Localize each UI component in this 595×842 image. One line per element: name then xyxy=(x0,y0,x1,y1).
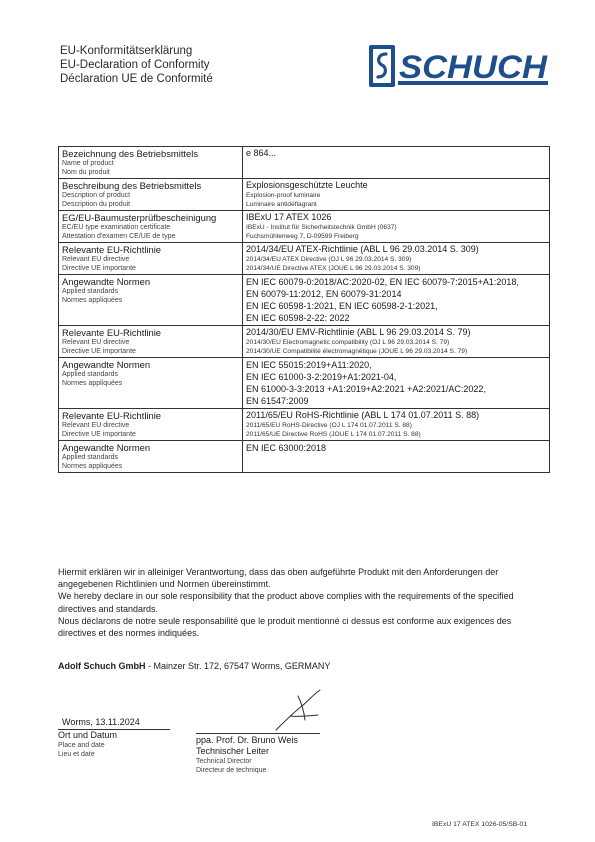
row-value-cell xyxy=(243,409,550,441)
table-row xyxy=(59,147,550,179)
label-german: Relevante EU-Richtlinie xyxy=(62,410,162,421)
label-french: Normes appliquées xyxy=(62,297,123,304)
certificate-number: IBExU 17 ATEX 1026 xyxy=(246,212,332,222)
title-german: EU-Konformitätserklärung xyxy=(60,45,193,57)
directive-value: 2014/30/EU EMV-Richtlinie (ABL L 96 29.03.2014 S. 79) xyxy=(246,327,471,337)
directive-french: 2014/34/UE Directive ATEX (JOUE L 96 29.03.2014 S. 309) xyxy=(246,265,421,272)
label-german: Bezeichnung des Betriebsmittels xyxy=(62,148,199,159)
label-english: Applied standards xyxy=(62,288,119,295)
standard-line: EN IEC 60598-2-22: 2022 xyxy=(246,313,350,323)
signatory-role-french: Directeur de technique xyxy=(196,767,267,774)
row-value-cell xyxy=(243,147,550,179)
company-address: - Mainzer Str. 172, 67547 Worms, GERMANY xyxy=(145,661,331,671)
document-title xyxy=(60,44,213,86)
label-english: Relevant EU directive xyxy=(62,256,130,263)
signatory-role-english: Technical Director xyxy=(196,758,252,765)
standard-line: EN IEC 55015:2019+A11:2020, xyxy=(246,360,372,370)
signature-rule xyxy=(196,733,320,734)
row-label-cell xyxy=(59,358,243,409)
logo-wordmark: SCHUCH xyxy=(399,49,548,85)
standard-line: EN 61547:2009 xyxy=(246,396,309,406)
row-label-cell xyxy=(59,179,243,211)
place-date-label-english: Place and date xyxy=(58,742,105,749)
label-german: Angewandte Normen xyxy=(62,442,151,453)
table-row xyxy=(59,441,550,473)
row-value-cell xyxy=(243,275,550,326)
label-german: Beschreibung des Betriebsmittels xyxy=(62,180,202,191)
declaration-table xyxy=(58,146,550,473)
standard-line: EN IEC 60598-1:2021, EN IEC 60598-2-1:2021, xyxy=(246,301,438,311)
standard-line: EN IEC 61000-3-2:2019+A1:2021-04, xyxy=(246,372,397,382)
label-english: Relevant EU directive xyxy=(62,339,130,346)
signatory-role-german: Technischer Leiter xyxy=(196,746,270,756)
row-label-cell xyxy=(59,211,243,243)
description-english: Explosion-proof luminaire xyxy=(246,192,321,199)
row-label-cell xyxy=(59,275,243,326)
standard-line: EN 61000-3-3:2013 +A1:2019+A2:2021 +A2:2021/AC:2022, xyxy=(246,384,486,394)
label-french: Directive UE importante xyxy=(62,348,136,355)
title-english: EU-Declaration of Conformity xyxy=(60,59,210,71)
label-french: Normes appliquées xyxy=(62,380,123,387)
conformity-statement xyxy=(58,566,548,639)
row-label-cell xyxy=(59,326,243,358)
standard-line: EN IEC 63000:2018 xyxy=(246,443,327,453)
title-french: Déclaration UE de Conformité xyxy=(60,73,213,85)
directive-english: 2014/30/EU Electromagnetic compatibility (OJ L 96 29.03.2014 S. 79) xyxy=(246,339,450,346)
table-row xyxy=(59,326,550,358)
label-german: Angewandte Normen xyxy=(62,359,151,370)
description-french: Luminaire antidéflagrant xyxy=(246,201,317,208)
row-value-cell xyxy=(243,243,550,275)
standard-line: EN 60079-11:2012, EN 60079-31:2014 xyxy=(246,289,402,299)
table-row xyxy=(59,211,550,243)
label-french: Normes appliquées xyxy=(62,463,123,470)
table-row xyxy=(59,275,550,326)
label-german: Angewandte Normen xyxy=(62,276,151,287)
place-date-label-german: Ort und Datum xyxy=(58,730,118,740)
statement-english: We hereby declare in our sole responsibility that the product above complies with the requirements of the specified directives and standards. xyxy=(58,591,514,614)
row-value-cell xyxy=(243,326,550,358)
standard-line: EN IEC 60079-0:2018/AC:2020-02, EN IEC 60079-7:2015+A1:2018, xyxy=(246,277,519,287)
table-row xyxy=(59,243,550,275)
statement-french: Nous déclarons de notre seule responsabilité que le produit mentionné ci dessus est conforme aux exigences des directives et des normes indiquées. xyxy=(58,615,512,639)
label-french: Attestation d'examen CE/UE de type xyxy=(62,233,176,240)
signatory-block xyxy=(196,733,320,775)
handwritten-signature xyxy=(268,686,328,736)
statement-german: Hiermit erklären wir in alleiniger Verantwortung, dass das oben aufgeführte Produkt mit den Anforderungen der angegebenen Richtlinien und Normen übereinstimmt. xyxy=(58,567,499,590)
label-english: Name of product xyxy=(62,160,114,167)
notified-body: IBExU - Institut für Sicherheitstechnik GmbH (0637) xyxy=(246,224,397,231)
row-label-cell xyxy=(59,409,243,441)
row-label-cell xyxy=(59,147,243,179)
label-german: Relevante EU-Richtlinie xyxy=(62,244,162,255)
place-date-label-french: Lieu et date xyxy=(58,751,95,758)
place-date-value: Worms, 13.11.2024 xyxy=(62,717,140,727)
description-value: Explosionsgeschützte Leuchte xyxy=(246,180,368,190)
label-english: Description of product xyxy=(62,192,131,199)
table-row xyxy=(59,179,550,211)
label-german: Relevante EU-Richtlinie xyxy=(62,327,162,338)
label-french: Nom du produit xyxy=(62,169,110,176)
document-reference: IBExU 17 ATEX 1026-05/SB-01 xyxy=(432,821,528,828)
notified-body-address: Fuchsmühlenweg 7, D-09599 Freiberg xyxy=(246,233,359,240)
label-english: EC/EU type examination certificate xyxy=(62,224,171,231)
label-german: EG/EU-Baumusterprüfbescheinigung xyxy=(62,212,217,223)
row-value-cell xyxy=(243,211,550,243)
label-english: Applied standards xyxy=(62,454,119,461)
label-french: Directive UE importante xyxy=(62,431,136,438)
directive-english: 2014/34/EU ATEX Directive (OJ L 96 29.03.2014 S. 309) xyxy=(246,256,412,263)
product-name-value: e 864... xyxy=(246,148,277,158)
company-name: Adolf Schuch GmbH xyxy=(58,661,146,671)
company-line xyxy=(58,660,330,672)
signatory-name: ppa. Prof. Dr. Bruno Weis xyxy=(196,735,298,745)
directive-french: 2014/30/UE Compatibilité électromagnétique (JOUE L 96 29.03.2014 S. 79) xyxy=(246,348,468,355)
row-label-cell xyxy=(59,243,243,275)
row-value-cell xyxy=(243,441,550,473)
directive-value: 2011/65/EU RoHS-Richtlinie (ABL L 174 01.07.2011 S. 88) xyxy=(246,410,480,420)
label-english: Applied standards xyxy=(62,371,119,378)
label-french: Description du produit xyxy=(62,201,131,208)
table-row xyxy=(59,409,550,441)
schuch-logo xyxy=(368,42,550,90)
row-label-cell xyxy=(59,441,243,473)
label-french: Directive UE importante xyxy=(62,265,136,272)
directive-french: 2011/65/UE Directive RoHS (JOUE L 174 01.07.2011 S. 88) xyxy=(246,431,421,438)
place-date-block xyxy=(58,716,170,759)
label-english: Relevant EU directive xyxy=(62,422,130,429)
directive-value: 2014/34/EU ATEX-Richtlinie (ABL L 96 29.03.2014 S. 309) xyxy=(246,244,479,254)
row-value-cell xyxy=(243,179,550,211)
table-row xyxy=(59,358,550,409)
directive-english: 2011/65/EU RoHS-Directive (OJ L 174 01.07.2011 S. 88) xyxy=(246,422,412,429)
row-value-cell xyxy=(243,358,550,409)
